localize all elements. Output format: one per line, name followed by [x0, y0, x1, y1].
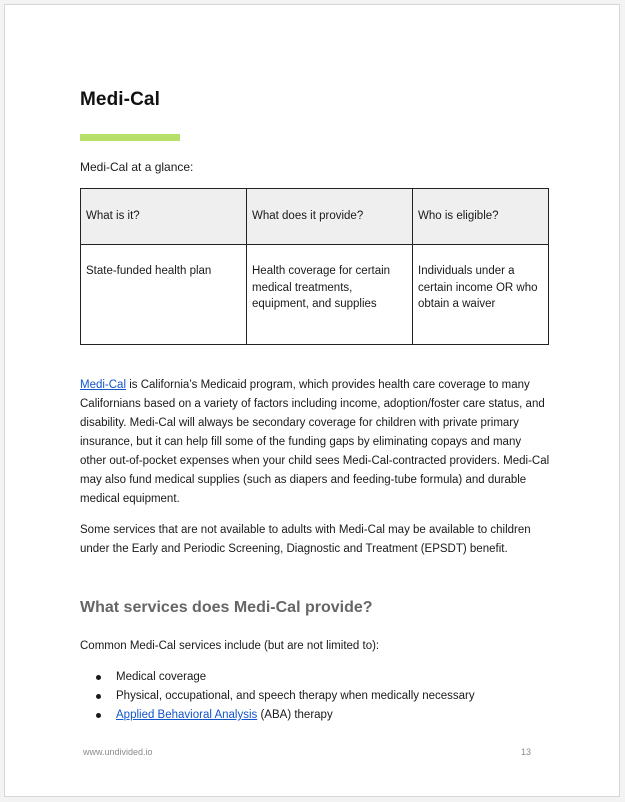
footer-url: www.undivided.io — [83, 747, 153, 757]
list-item-text: (ABA) therapy — [257, 709, 333, 721]
bullet-icon — [96, 694, 101, 699]
list-item — [80, 706, 475, 725]
document-page — [4, 4, 620, 797]
table-header-cell: What does it provide? — [247, 189, 413, 245]
list-item — [80, 668, 475, 687]
services-intro-text: Common Medi-Cal services include (but are not limited to): — [80, 640, 380, 652]
medi-cal-description-paragraph — [80, 376, 550, 509]
medi-cal-glance-table — [80, 188, 549, 345]
aba-link[interactable]: Applied Behavioral Analysis — [116, 709, 258, 721]
list-item-text: Physical, occupational, and speech therapy when medically necessary — [116, 690, 475, 702]
epsdt-paragraph: Some services that are not available to adults with Medi-Cal may be available to children under the Early and Periodic Screening, Diagnostic and Treatment (EPSDT) benefit. — [80, 524, 531, 555]
table-header-cell: What is it? — [81, 189, 247, 245]
bullet-icon — [96, 713, 101, 718]
table-header-row — [81, 189, 549, 245]
title-accent-bar — [80, 134, 180, 141]
paragraph-text: is California’s Medicaid program, which provides health care coverage to many Californians based on a variety of factors including income, adoption/foster care status, and disability. Medi-Cal will always be secondary coverage for children with private primary insurance, but it can help fill some of the funding gaps by eliminating copays and many other out-of-pocket expenses when your child sees Medi-Cal-contracted providers. Medi-Cal may also fund medical supplies (such as diapers and feeding-tube formula) and durable medical equipment. — [80, 379, 550, 505]
table-header-cell: Who is eligible? — [413, 189, 549, 245]
table-cell: State-funded health plan — [81, 245, 247, 345]
page-number: 13 — [521, 747, 532, 757]
services-list — [80, 668, 475, 725]
table-intro-text: Medi-Cal at a glance: — [80, 160, 194, 174]
page-title: Medi-Cal — [80, 89, 160, 110]
list-item — [80, 687, 475, 706]
table-cell: Individuals under a certain income OR who obtain a waiver — [413, 245, 549, 345]
section-heading: What services does Medi-Cal provide? — [80, 599, 373, 616]
bullet-icon — [96, 675, 101, 680]
medi-cal-link[interactable]: Medi-Cal — [80, 379, 127, 391]
table-cell: Health coverage for certain medical treatments, equipment, and supplies — [247, 245, 413, 345]
table-row — [81, 245, 549, 345]
list-item-text: Medical coverage — [116, 671, 207, 683]
